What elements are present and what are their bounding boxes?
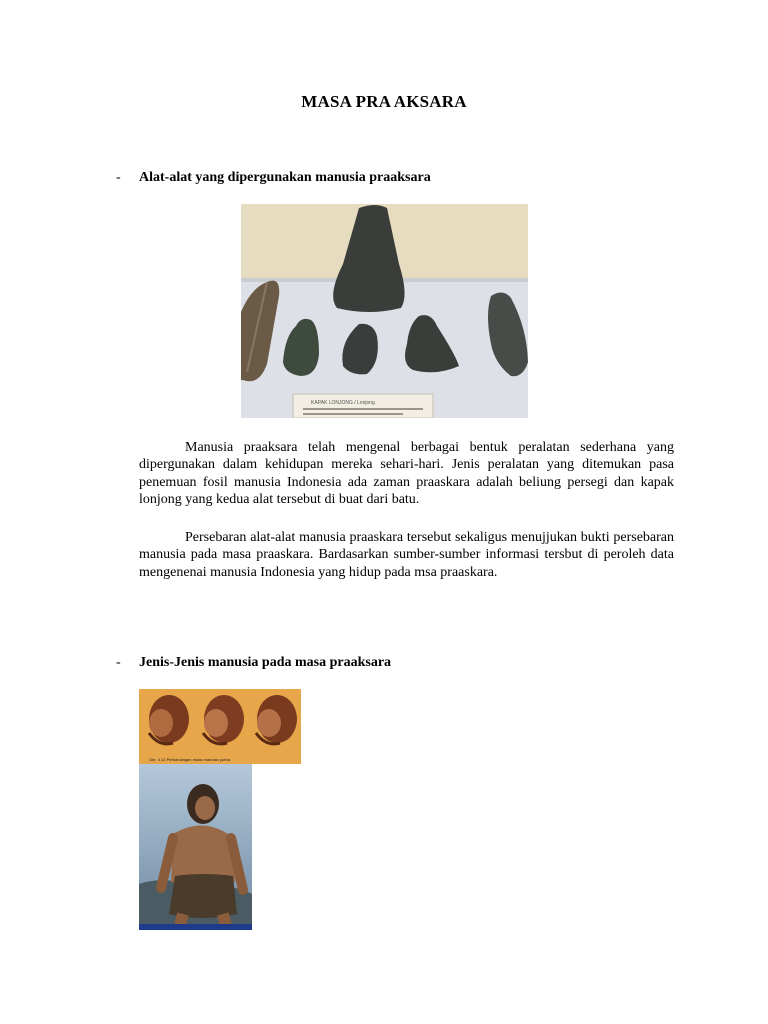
museum-label-title: KAPAK LONJONG / Lonjong [311,400,375,406]
page-title: MASA PRA AKSARA [301,92,467,111]
skulls-caption: Gbr. 4.12 Perbandingan muka manusia purba [149,757,230,762]
paragraph-2: Persebaran alat-alat manusia praaskara tersebut sekaligus menujjukan bukti persebaran manusia pada masa praaskara. Bardasarkan sumber-sumber informasi tersbut di peroleh data mengenenai manusia Indonesia yang hidup pada msa praaskara. [139,530,674,580]
section-1-heading: Alat-alat yang dipergunakan manusia praaksara [139,170,431,185]
section-1-bullet: - [116,170,121,185]
section-2-heading: Jenis-Jenis manusia pada masa praaksara [139,655,392,670]
section-2-bullet: - [116,655,121,670]
hominid-skulls-photo [139,689,301,764]
caveman-photo [139,764,252,930]
caveman-loincloth [169,874,237,918]
paragraph-1: Manusia praaksara telah mengenal berbagai bentuk peralatan sederhana yang dipergunakan dalam kehidupan mereka sehari-hari. Jenis peralatan yang ditemukan pasa penemuan fosil manusia Indonesia ada zaman praaskara adalah beliung persegi dan kapak lonjong yang kedua alat tersebut di buat dari batu. [139,440,674,508]
stone-tools-photo [241,204,528,418]
